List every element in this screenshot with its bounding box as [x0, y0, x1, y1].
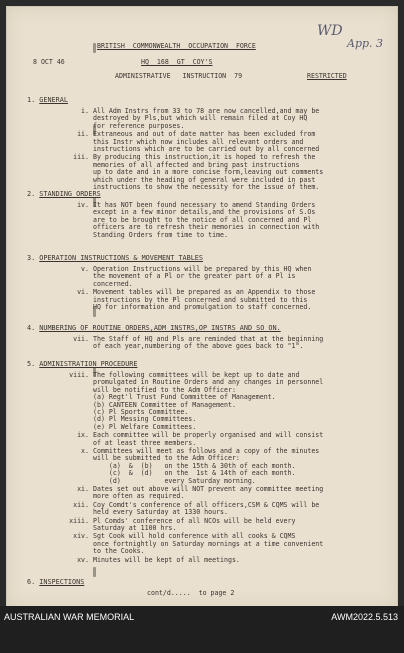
paragraph-line: (c) Pl Sports Committee.	[93, 408, 189, 416]
handwritten-appendix-note: App. 3	[347, 37, 384, 50]
section-heading	[27, 325, 281, 333]
section-number: 3.	[27, 254, 36, 262]
section-title: INSPECTIONS	[39, 578, 85, 586]
paragraph-line: Dates set out above will NOT prevent any committee meeting	[93, 485, 324, 493]
paragraph-line: All Adm Instrs from 33 to 78 are now cancelled,and may be	[93, 107, 320, 115]
paragraph-line: It has NOT been found necessary to amend Standing Orders	[93, 201, 316, 209]
paragraph-number: iii.	[73, 153, 89, 162]
paragraph-line: destroyed by Pls,but which will remain filed at Coy HQ	[93, 114, 308, 123]
section-number: 1.	[27, 96, 36, 104]
paragraph-number: xii.	[73, 500, 89, 509]
paragraph-line: (a) Regt'l Trust Fund Committee of Management.	[93, 393, 276, 402]
paragraph-line: more often as required.	[93, 492, 185, 501]
section-number: 4.	[27, 324, 36, 332]
paragraph-line: Operation Instructions will be prepared by this HQ when	[93, 265, 312, 273]
paragraph-line: instructions by the Pl concerned and submitted to this	[93, 295, 308, 304]
paragraph-line: HQ for information and promulgation to staff concerned.	[93, 303, 312, 311]
paragraph-line: (b) CANTEEN Committee of Management.	[93, 400, 236, 409]
paragraph-number: i.	[81, 107, 89, 115]
section-number: 5.	[27, 360, 36, 368]
paragraph-line: The following committees will be kept up to date and	[93, 371, 300, 379]
paragraph-line: of each year,numbering of the above goes back to "1".	[93, 342, 304, 351]
paragraph-line: will be notified to the Adm Officer:	[93, 385, 236, 394]
paragraph-number: x.	[81, 447, 89, 455]
section-number: 2.	[27, 190, 36, 198]
paragraph-line: up to date and in a more concise form,leaving out comments	[93, 168, 324, 177]
paragraph-number: xv.	[77, 555, 89, 564]
document-page	[6, 6, 398, 608]
classification-stamp: RESTRICTED	[307, 72, 347, 80]
section-heading	[27, 97, 68, 105]
header-unit: HQ 168 GT COY'S	[141, 58, 213, 66]
paragraph-number: vi.	[77, 288, 89, 297]
paragraph-line: By producing this instruction,it is hoped to refresh the	[93, 153, 316, 162]
paragraph-number: v.	[81, 265, 89, 273]
paragraph-line: concerned.	[93, 279, 133, 288]
paragraph-line: (c) & (d) on the 1st & 14th of each month.	[93, 469, 296, 478]
paragraph-line: of at least three members.	[93, 438, 197, 447]
paragraph-line: except in a few minor details,and the provisions of S.Os	[93, 208, 316, 217]
paragraph-line: which under the heading of general were included in past	[93, 175, 316, 184]
paragraph-number: xi.	[77, 485, 89, 493]
staple-mark	[93, 567, 96, 577]
section-heading	[27, 255, 203, 263]
section-title: NUMBERING OF ROUTINE ORDERS,ADM INSTRS,OP INSTRS AND SO ON.	[39, 324, 281, 332]
paragraph-line: (d) every Saturday morning.	[93, 476, 256, 485]
paragraph-line: instructions to show the necessity for the issue of them.	[93, 183, 320, 191]
paragraph-line: (a) & (b) on the 15th & 30th of each month.	[93, 461, 296, 470]
header-force: BRITISH COMMONWEALTH OCCUPATION FORCE	[97, 42, 256, 50]
paragraph-line: the movement of a Pl or the greater part of a Pl is	[93, 272, 296, 281]
paragraph-line: held every Saturday at 1330 hours.	[93, 508, 228, 517]
paragraph-line: Pl Comds' conference of all NCOs will be held every	[93, 516, 296, 525]
paragraph-line: will be submitted to the Adm Officer:	[93, 454, 240, 463]
section-heading	[27, 579, 84, 587]
continuation-note: cont/d..... to page 2	[147, 589, 235, 597]
paragraph-line: once fortnightly on Saturday mornings at a time convenient	[93, 539, 324, 548]
header-title: ADMINISTRATIVE INSTRUCTION 79	[115, 72, 243, 80]
section-title: STANDING ORDERS	[39, 190, 101, 198]
handwritten-initials: WD	[317, 23, 343, 39]
paragraph-line: Saturday at 1100 hrs.	[93, 524, 177, 532]
paragraph-line: to the Cooks.	[93, 547, 145, 556]
paragraph-line: Committees will meet as follows and a copy of the minutes	[93, 447, 320, 455]
paragraph-line: Each committee will be properly organised and will consist	[93, 431, 324, 440]
paragraph-number: viii.	[69, 371, 89, 379]
paragraph-number: xiii.	[69, 516, 89, 525]
paragraph-line: Movement tables will be prepared as an Appendix to those	[93, 288, 316, 297]
paragraph-line: Sgt Cook will hold conference with all cooks & CQMS	[93, 532, 296, 541]
paragraph-line: Minutes will be kept of all meetings.	[93, 555, 240, 564]
paragraph-number: ii.	[77, 130, 89, 139]
paragraph-line: this Instr which now includes all relevant orders and	[93, 137, 304, 146]
paragraph-number: xiv.	[73, 532, 89, 541]
section-title: GENERAL	[39, 96, 68, 104]
paragraph-line: promulgated in Routine Orders and any changes in personnel	[93, 378, 324, 387]
paragraph-line: Standing Orders from time to time.	[93, 230, 228, 239]
paragraph-line: Extraneous and out of date matter has been excluded from	[93, 130, 316, 139]
paragraph-line: memories of all affected and bring past instructions	[93, 160, 300, 169]
paragraph-number: iv.	[77, 201, 89, 209]
paragraph-line: are to be brought to the notice of all concerned and Pl	[93, 215, 312, 224]
section-number: 6.	[27, 578, 36, 586]
paragraph-line: (d) Pl Messing Committees.	[93, 415, 197, 424]
staple-mark	[93, 43, 96, 53]
paragraph-line: instructions which are to be carried out by all concerned	[93, 145, 320, 153]
section-heading	[27, 191, 101, 199]
section-heading	[27, 361, 138, 369]
section-title: OPERATION INSTRUCTIONS & MOVEMENT TABLES	[39, 254, 203, 262]
paragraph-line: Coy Comdt's conference of all officers,CSM & CQMS will be	[93, 500, 320, 509]
paragraph-line: (e) Pl Welfare Committees.	[93, 422, 197, 431]
paragraph-number: vii.	[73, 335, 89, 343]
section-title: ADMINISTRATION PROCEDURE	[39, 360, 138, 368]
header-date: 8 OCT 46	[33, 58, 65, 66]
paragraph-line: The Staff of HQ and Pls are reminded that at the beginning	[93, 335, 324, 343]
paragraph-number: ix.	[77, 431, 89, 440]
footer-institution: AUSTRALIAN WAR MEMORIAL	[4, 612, 135, 622]
archive-footer	[0, 606, 404, 653]
paragraph-line: officers are to refresh their memories in connection with	[93, 223, 320, 232]
footer-accession-number: AWM2022.5.513	[331, 612, 398, 622]
paragraph-line: for reference purposes.	[93, 121, 185, 130]
